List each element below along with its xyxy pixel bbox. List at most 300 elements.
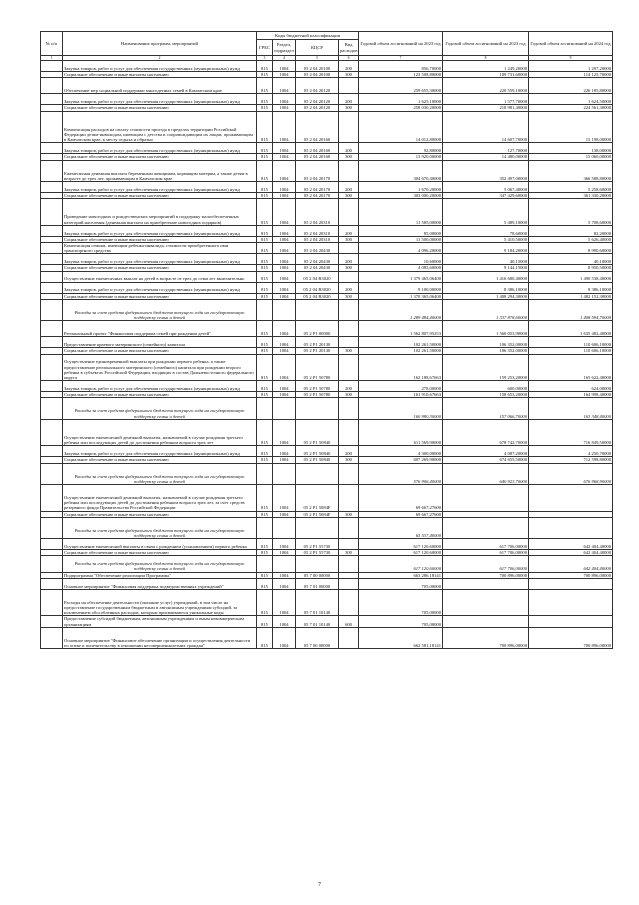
cell-name: Расходы за счет средств федерального бюджета текущего года на государственную поддержку семьи и детей <box>63 463 257 484</box>
cell-ksr: 05 7 01 10140 <box>296 589 339 616</box>
cell-amount-2023: 617 120,60000 <box>359 550 443 556</box>
cell-razdel: 1004 <box>273 105 296 111</box>
table-row <box>41 160 613 181</box>
cell-amount-2025: 8 386,10000 <box>529 282 613 293</box>
cell-amount-2023: 11 500,00000 <box>359 236 443 242</box>
cell-vr <box>339 160 359 181</box>
cell-amount-2023: 4 096,20000 <box>359 242 443 253</box>
table-row <box>41 484 613 511</box>
cell-amount-2023: 4 300,00000 <box>359 446 443 457</box>
cell-grbs: 815 <box>257 242 273 253</box>
cell-amount-2024: 600,00000 <box>443 381 529 392</box>
cell-np <box>41 282 63 293</box>
cell-amount-2025: 642 404,40000 <box>529 556 613 572</box>
cell-grbs: 815 <box>257 627 273 648</box>
cell-amount-2023: 85,00000 <box>359 225 443 236</box>
cell-np <box>41 225 63 236</box>
cell-amount-2024: 674 655,50000 <box>443 457 529 463</box>
cell-np <box>41 160 63 181</box>
column-number: 1 <box>41 56 63 61</box>
cell-grbs: 815 <box>257 293 273 299</box>
cell-amount-2024: 5 067,40000 <box>443 181 529 192</box>
cell-np <box>41 143 63 154</box>
cell-amount-2023: 1 379 465,06400 <box>359 271 443 282</box>
cell-amount-2023: 14 012,80000 <box>359 111 443 143</box>
cell-vr <box>339 589 359 616</box>
cell-amount-2024: 700 896,00000 <box>443 572 529 578</box>
cell-amount-2023: 13 920,00000 <box>359 154 443 160</box>
cell-razdel: 1004 <box>273 254 296 265</box>
cell-amount-2024: 1 560 053,90000 <box>443 321 529 337</box>
table-row <box>41 254 613 265</box>
cell-amount-2024: 5 489,10000 <box>443 199 529 226</box>
cell-name: Закупка товаров, работ и услуг для обеспечения государственных (муниципальных) нужд <box>63 181 257 192</box>
cell-np <box>41 398 63 419</box>
cell-grbs: 815 <box>257 72 273 78</box>
cell-amount-2023: 65 537,40000 <box>359 517 443 538</box>
cell-name: Социальное обеспечение и иные выплаты населению <box>63 392 257 398</box>
cell-ksr: 05 2 04 20310 <box>296 199 339 226</box>
cell-grbs: 815 <box>257 321 273 337</box>
cell-grbs: 815 <box>257 236 273 242</box>
cell-amount-2025: 1 482 152,30000 <box>529 293 613 299</box>
cell-grbs: 815 <box>257 154 273 160</box>
cell-name: Социальное обеспечение и иные выплаты населению <box>63 348 257 354</box>
federal-funds-note-row <box>41 517 613 538</box>
cell-ksr: 05 2 04 20120 <box>296 105 339 111</box>
header-ksr: КЦСР <box>296 40 339 56</box>
cell-vr: 300 <box>339 457 359 463</box>
cell-np <box>41 254 63 265</box>
cell-vr: 200 <box>339 181 359 192</box>
header-name: Наименование программ, мероприятий <box>63 32 257 56</box>
cell-amount-2024: 700 896,00000 <box>443 627 529 648</box>
budget-table-body <box>41 61 613 649</box>
cell-grbs: 815 <box>257 254 273 265</box>
cell-grbs: 815 <box>257 589 273 616</box>
cell-amount-2024: 1 249,20000 <box>443 61 529 72</box>
cell-amount-2025: 110 606,10000 <box>529 348 613 354</box>
cell-grbs: 815 <box>257 105 273 111</box>
cell-amount-2024: 9 144,15000 <box>443 265 529 271</box>
cell-name: Социальное обеспечение и иные выплаты населению <box>63 192 257 198</box>
table-row <box>41 94 613 105</box>
cell-name: Социальное обеспечение и иные выплаты населению <box>63 293 257 299</box>
cell-vr <box>339 517 359 538</box>
cell-name: Закупка товаров, работ и услуг для обеспечения государственных (муниципальных) нужд <box>63 94 257 105</box>
cell-amount-2024: 106 352,00000 <box>443 348 529 354</box>
cell-np <box>41 181 63 192</box>
cell-grbs: 815 <box>257 265 273 271</box>
cell-amount-2024 <box>443 589 529 616</box>
cell-amount-2023: 705,00000 <box>359 578 443 589</box>
cell-name: Осуществление единовременной выплаты при рождении первого ребенка, а также предоставление регионального материнского (семейного) капитала при рождении второго ребенка в субъектах Российской Федерации, входящих в состав Дальневосточного федерального округа <box>63 354 257 381</box>
cell-vr <box>339 539 359 550</box>
table-row <box>41 392 613 398</box>
cell-ksr: 05 2 04 20430 <box>296 265 339 271</box>
cell-ksr: 05 2 04 20430 <box>296 242 339 253</box>
cell-amount-2025: 716 849,50000 <box>529 419 613 446</box>
cell-amount-2024: 159 253,20000 <box>443 354 529 381</box>
cell-amount-2025: 1 408 594,70000 <box>529 299 613 320</box>
budget-table <box>40 31 613 649</box>
cell-razdel: 1004 <box>273 511 296 517</box>
table-row <box>41 111 613 143</box>
cell-amount-2025: 4 250,70000 <box>529 446 613 457</box>
cell-amount-2025 <box>529 578 613 589</box>
cell-amount-2024: 617 706,00000 <box>443 556 529 572</box>
cell-amount-2023: 259 655,30000 <box>359 78 443 94</box>
cell-amount-2023: 102 261,50000 <box>359 348 443 354</box>
cell-amount-2024: 617 706,00000 <box>443 539 529 550</box>
cell-vr: 300 <box>339 236 359 242</box>
cell-name: Проведение новогодних и рождественских мероприятий в поддержку малообеспеченных категорий населения (денежная выплата на приобретение новогодних подарков) <box>63 199 257 226</box>
cell-name: Закупка товаров, работ и услуг для обеспечения государственных (муниципальных) нужд <box>63 282 257 293</box>
cell-razdel: 1004 <box>273 578 296 589</box>
cell-grbs: 815 <box>257 572 273 578</box>
cell-ksr: 05 2 04 20100 <box>296 72 339 78</box>
cell-amount-2025: 224 561,30000 <box>529 105 613 111</box>
cell-vr <box>339 242 359 253</box>
cell-amount-2025 <box>529 589 613 616</box>
cell-name: Социальное обеспечение и иные выплаты населению <box>63 550 257 556</box>
cell-amount-2024: 158 653,20000 <box>443 392 529 398</box>
cell-amount-2023: 1 670,20000 <box>359 181 443 192</box>
cell-vr: 300 <box>339 511 359 517</box>
cell-ksr: 05 7 00 00000 <box>296 572 339 578</box>
cell-grbs <box>257 299 273 320</box>
cell-amount-2024 <box>443 517 529 538</box>
column-number: 8 <box>443 56 529 61</box>
cell-amount-2025: 82,20000 <box>529 225 613 236</box>
cell-razdel: 1004 <box>273 457 296 463</box>
cell-name: Закупка товаров, работ и услуг для обеспечения государственных (муниципальных) нужд <box>63 381 257 392</box>
table-row <box>41 348 613 354</box>
cell-razdel: 1004 <box>273 61 296 72</box>
cell-vr <box>339 271 359 282</box>
cell-amount-2023: 705,00000 <box>359 589 443 616</box>
cell-grbs: 815 <box>257 381 273 392</box>
cell-amount-2024: 1 337 878,60000 <box>443 299 529 320</box>
cell-amount-2024: 14 480,00000 <box>443 154 529 160</box>
table-row <box>41 199 613 226</box>
cell-grbs: 815 <box>257 143 273 154</box>
cell-razdel: 1004 <box>273 392 296 398</box>
cell-name: Региональный проект "Финансовая поддержка семей при рождении детей" <box>63 321 257 337</box>
cell-amount-2024: 678 742,70000 <box>443 419 529 446</box>
cell-razdel <box>273 463 296 484</box>
cell-razdel: 1004 <box>273 419 296 446</box>
cell-np <box>41 484 63 511</box>
cell-ksr: 05 2 04 20160 <box>296 143 339 154</box>
cell-amount-2023: 102 261,50000 <box>359 337 443 348</box>
cell-grbs: 815 <box>257 550 273 556</box>
cell-name: Осуществление ежемесячной денежной выплаты, назначаемой в случае рождения третьего ребенка или последующих детей до достижения ребенком возраста трех лет, за счет средств резервного фонда Правительства Российской Федерации <box>63 484 257 511</box>
cell-razdel: 1004 <box>273 94 296 105</box>
cell-vr: 200 <box>339 94 359 105</box>
cell-amount-2023: 1 289 484,40000 <box>359 299 443 320</box>
cell-amount-2023: 258 030,20000 <box>359 105 443 111</box>
cell-razdel: 1004 <box>273 160 296 181</box>
cell-name: Предоставление краевого материнского (семейного) капитала <box>63 337 257 348</box>
cell-razdel: 1004 <box>273 348 296 354</box>
cell-ksr: 05 2 P1 50840 <box>296 457 339 463</box>
cell-ksr: 05 2 P1 00000 <box>296 321 339 337</box>
cell-ksr: 05 2 P1 20130 <box>296 337 339 348</box>
cell-amount-2023: 856,70000 <box>359 61 443 72</box>
cell-amount-2025: 15 060,00000 <box>529 154 613 160</box>
cell-name: Обеспечение мер социальной поддержки многодетных семей в Камчатском крае <box>63 78 257 94</box>
cell-grbs: 815 <box>257 282 273 293</box>
cell-vr: 200 <box>339 61 359 72</box>
cell-amount-2025: 642 404,40000 <box>529 539 613 550</box>
table-row <box>41 419 613 446</box>
cell-amount-2023: 1 370 365,06400 <box>359 293 443 299</box>
cell-amount-2023: 607 269,90000 <box>359 457 443 463</box>
cell-name: Расходы за счет средств федерального бюджета текущего года на государственную поддержку семьи и детей <box>63 517 257 538</box>
cell-razdel: 1004 <box>273 616 296 627</box>
page-number: 7 <box>318 882 321 888</box>
cell-vr: 300 <box>339 550 359 556</box>
cell-vr <box>339 484 359 511</box>
cell-vr <box>339 321 359 337</box>
cell-grbs: 815 <box>257 539 273 550</box>
cell-amount-2024: 220 559,10000 <box>443 78 529 94</box>
cell-vr <box>339 419 359 446</box>
cell-ksr: 05 2 P1 50780 <box>296 354 339 381</box>
cell-amount-2025: 40,10000 <box>529 254 613 265</box>
cell-grbs: 815 <box>257 354 273 381</box>
table-row <box>41 381 613 392</box>
header-razdel: Раздел, подраздел <box>273 40 296 56</box>
cell-ksr: 05 2 04 20100 <box>296 61 339 72</box>
cell-amount-2023: 1 625,10000 <box>359 94 443 105</box>
cell-razdel: 1004 <box>273 572 296 578</box>
cell-amount-2024: 352 497,00000 <box>443 160 529 181</box>
cell-ksr: 05 7 06 00000 <box>296 627 339 648</box>
cell-grbs: 815 <box>257 446 273 457</box>
cell-amount-2023: 611 569,90000 <box>359 419 443 446</box>
column-number: 7 <box>359 56 443 61</box>
cell-razdel: 1004 <box>273 78 296 94</box>
cell-np <box>41 242 63 253</box>
cell-name: Закупка товаров, работ и услуг для обеспечения государственных (муниципальных) нужд <box>63 446 257 457</box>
cell-vr: 300 <box>339 154 359 160</box>
cell-vr: 300 <box>339 293 359 299</box>
cell-ksr: 05 2 P1 50840 <box>296 446 339 457</box>
cell-vr: 600 <box>339 616 359 627</box>
cell-amount-2023: 304 670,40000 <box>359 160 443 181</box>
cell-name: Социальное обеспечение и иные выплаты населению <box>63 72 257 78</box>
cell-ksr: 05 2 04 20430 <box>296 254 339 265</box>
cell-np <box>41 199 63 226</box>
cell-name: Социальное обеспечение и иные выплаты населению <box>63 105 257 111</box>
cell-grbs: 815 <box>257 457 273 463</box>
cell-amount-2023: 10,60000 <box>359 254 443 265</box>
cell-amount-2024: 40,15000 <box>443 254 529 265</box>
cell-ksr: 05 2 04 20160 <box>296 111 339 143</box>
cell-amount-2025: 1 624,50000 <box>529 94 613 105</box>
cell-amount-2025: 226 185,80000 <box>529 78 613 94</box>
federal-funds-note-row <box>41 398 613 419</box>
cell-name: Расходы за счет средств федерального бюджета текущего года на государственную поддержку семьи и детей <box>63 398 257 419</box>
cell-vr: 300 <box>339 105 359 111</box>
cell-amount-2024: 109 731,60000 <box>443 72 529 78</box>
cell-amount-2024: 5 410,50000 <box>443 236 529 242</box>
cell-amount-2025: 700 896,00000 <box>529 627 613 648</box>
table-row <box>41 293 613 299</box>
cell-grbs: 815 <box>257 271 273 282</box>
cell-np <box>41 616 63 627</box>
cell-razdel <box>273 517 296 538</box>
cell-amount-2024: 218 981,40000 <box>443 105 529 111</box>
cell-vr <box>339 78 359 94</box>
table-row <box>41 446 613 457</box>
cell-ksr: 05 2 04 20170 <box>296 192 339 198</box>
cell-grbs: 815 <box>257 392 273 398</box>
table-row <box>41 282 613 293</box>
cell-razdel: 1004 <box>273 242 296 253</box>
table-row <box>41 192 613 198</box>
cell-name: Социальное обеспечение и иные выплаты населению <box>63 457 257 463</box>
cell-name: Основное мероприятие "Финансовое обеспечение организации и осуществления деятельности по опеке и попечительству в отношении несовершеннолетних граждан" <box>63 627 257 648</box>
cell-name: Подпрограмма "Обеспечение реализации Программы" <box>63 572 257 578</box>
cell-amount-2023: 303 000,20000 <box>359 192 443 198</box>
cell-name: Предоставление субсидий бюджетным, автономным учреждениям и иным некоммерческим организациям <box>63 616 257 627</box>
cell-amount-2024: 4 087,20000 <box>443 446 529 457</box>
cell-razdel: 1004 <box>273 282 296 293</box>
cell-grbs: 815 <box>257 337 273 348</box>
cell-np <box>41 321 63 337</box>
cell-amount-2025: 8 990,60000 <box>529 242 613 253</box>
cell-razdel: 1004 <box>273 225 296 236</box>
header-codes-group: Коды бюджетной классификации <box>257 32 359 40</box>
cell-amount-2025: 366 588,80000 <box>529 160 613 181</box>
cell-ksr: 05 2 04 20170 <box>296 181 339 192</box>
cell-amount-2023: 69 667,27600 <box>359 511 443 517</box>
cell-np <box>41 463 63 484</box>
table-row <box>41 78 613 94</box>
cell-ksr <box>296 556 339 572</box>
cell-amount-2025: 700 896,00000 <box>529 572 613 578</box>
header-year-2025: Годовой объем ассигнований на 2024 год <box>529 32 613 56</box>
cell-amount-2023: 617 120,60000 <box>359 539 443 550</box>
table-row <box>41 539 613 550</box>
cell-ksr: 05 2 04 R3020 <box>296 271 339 282</box>
cell-vr <box>339 463 359 484</box>
cell-razdel: 1004 <box>273 293 296 299</box>
cell-name: Социальное обеспечение и иные выплаты населению <box>63 511 257 517</box>
cell-amount-2023: 576 906,40000 <box>359 463 443 484</box>
cell-np <box>41 381 63 392</box>
table-row <box>41 589 613 616</box>
cell-np <box>41 61 63 72</box>
cell-razdel: 1004 <box>273 381 296 392</box>
cell-name: Компенсация расходов на оплату стоимости проезда в пределах территории Российской Федерации детям-инвалидам, имеющим с детства и сопровождающим их лицам, проживающим в Камчатском крае, к месту отдыха и обратно <box>63 111 257 143</box>
cell-vr <box>339 299 359 320</box>
cell-name: Ежемесячная денежная выплата беременным женщинам, кормящим матерям, а также детям в возрасте до трех лет, проживающим в Камчатском крае <box>63 160 257 181</box>
cell-ksr: 05 7 01 10140 <box>296 616 339 627</box>
table-row <box>41 572 613 578</box>
cell-ksr: 05 2 P1 55730 <box>296 550 339 556</box>
cell-amount-2024: 78,60000 <box>443 225 529 236</box>
cell-ksr: 05 2 04 R3020 <box>296 293 339 299</box>
cell-ksr: 05 2 04 20310 <box>296 225 339 236</box>
cell-np <box>41 271 63 282</box>
cell-name: Закупка товаров, работ и услуг для обеспечения государственных (муниципальных) нужд <box>63 254 257 265</box>
table-row <box>41 72 613 78</box>
cell-razdel: 1004 <box>273 181 296 192</box>
table-row <box>41 225 613 236</box>
cell-amount-2023: 663 286,18141 <box>359 572 443 578</box>
table-row <box>41 143 613 154</box>
table-row <box>41 354 613 381</box>
cell-vr <box>339 354 359 381</box>
cell-ksr: 05 2 04 20310 <box>296 236 339 242</box>
column-number: 2 <box>63 56 257 61</box>
cell-amount-2024: 8 386,10000 <box>443 282 529 293</box>
cell-razdel <box>273 299 296 320</box>
cell-amount-2024: 347 429,60000 <box>443 192 529 198</box>
cell-razdel: 1004 <box>273 199 296 226</box>
cell-name: Осуществление ежемесячной выплаты в связи с рождением (усыновлением) первого ребенка <box>63 539 257 550</box>
table-row <box>41 337 613 348</box>
cell-amount-2025 <box>529 517 613 538</box>
cell-amount-2023: 617 120,60000 <box>359 556 443 572</box>
cell-name: Осуществление ежемесячных выплат на детей в возрасте от трех до семи лет включительно <box>63 271 257 282</box>
cell-razdel: 1004 <box>273 265 296 271</box>
cell-ksr: 05 2 P1 5084F <box>296 511 339 517</box>
cell-amount-2025 <box>529 616 613 627</box>
cell-amount-2024 <box>443 616 529 627</box>
cell-ksr: 05 2 P1 50780 <box>296 392 339 398</box>
cell-ksr <box>296 299 339 320</box>
cell-razdel: 1004 <box>273 143 296 154</box>
cell-vr: 200 <box>339 225 359 236</box>
cell-np <box>41 337 63 348</box>
cell-razdel: 1004 <box>273 192 296 198</box>
cell-ksr: 05 2 P1 50780 <box>296 381 339 392</box>
cell-razdel: 1004 <box>273 354 296 381</box>
cell-ksr <box>296 517 339 538</box>
cell-razdel: 1004 <box>273 271 296 282</box>
cell-amount-2025 <box>529 484 613 511</box>
cell-vr: 300 <box>339 265 359 271</box>
cell-amount-2025: 138,00000 <box>529 143 613 154</box>
cell-razdel: 1004 <box>273 627 296 648</box>
budget-table-sheet <box>40 31 612 649</box>
cell-name: Расходы за счет средств федерального бюджета текущего года на государственную поддержку семьи и детей <box>63 299 257 320</box>
table-row <box>41 154 613 160</box>
cell-name: Расходы на обеспечение деятельности (оказание услуг) учреждений, в том числе на предоставление государственным бюджетным и автономным учреждениям субсидий, за исключением обособленных расходов, которым присваиваются уникальные коды <box>63 589 257 616</box>
column-number: 3 <box>257 56 273 61</box>
cell-razdel: 1004 <box>273 111 296 143</box>
cell-name: Социальное обеспечение и иные выплаты населению <box>63 236 257 242</box>
cell-amount-2024: 640 923,70000 <box>443 463 529 484</box>
cell-ksr: 05 2 P1 50840 <box>296 419 339 446</box>
cell-amount-2024: 127,70000 <box>443 143 529 154</box>
cell-np <box>41 111 63 143</box>
cell-amount-2024 <box>443 484 529 511</box>
cell-grbs: 815 <box>257 578 273 589</box>
table-row <box>41 457 613 463</box>
cell-grbs <box>257 398 273 419</box>
cell-amount-2025: 624,00000 <box>529 381 613 392</box>
cell-razdel: 1004 <box>273 154 296 160</box>
column-number: 5 <box>296 56 339 61</box>
cell-grbs: 815 <box>257 199 273 226</box>
cell-name: Социальное обеспечение и иные выплаты населению <box>63 265 257 271</box>
